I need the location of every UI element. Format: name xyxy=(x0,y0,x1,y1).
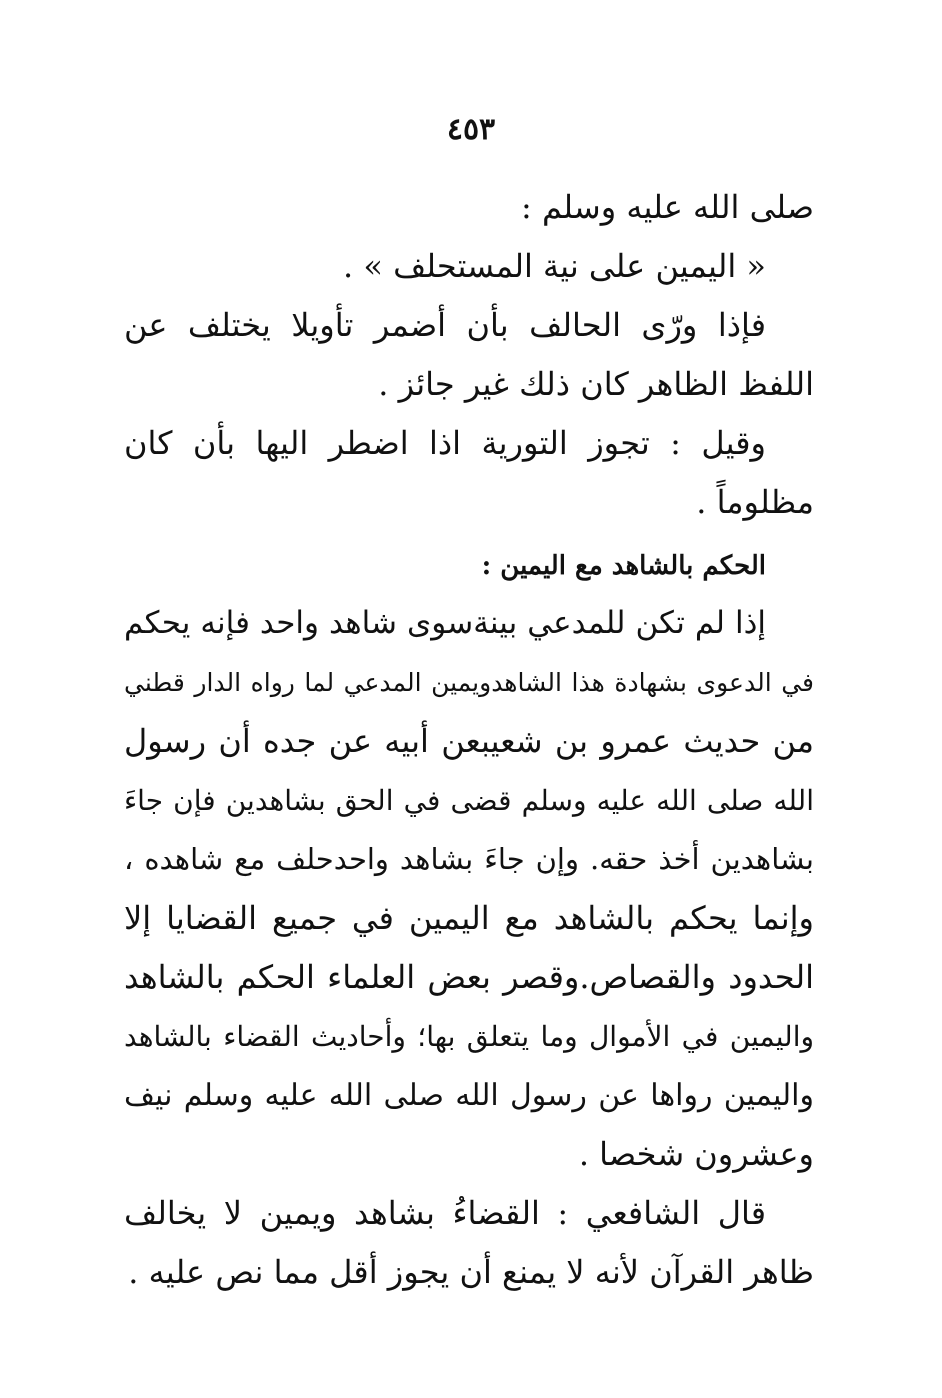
text-line: الحدود والقصاص.وقصر بعض العلماء الحكم بالشاهد xyxy=(124,958,814,996)
text-line: الله صلى الله عليه وسلم قضى في الحق بشاهدين فإن جاءَ xyxy=(124,784,814,817)
page-body-text xyxy=(124,178,814,1302)
text-line: إذا لم تكن للمدعي بينةسوى شاهد واحد فإنه يحكم xyxy=(124,605,766,641)
text-line: وعشرون شخصا . xyxy=(578,1135,814,1173)
text-line: وإنما يحكم بالشاهد مع اليمين في جميع القضايا إلا xyxy=(124,899,814,937)
text-line: مظلوماً . xyxy=(696,483,814,521)
text-line: ظاهر القرآن لأنه لا يمنع أن يجوز أقل مما نص عليه . xyxy=(128,1253,814,1291)
section-heading: الحكم بالشاهد مع اليمين : xyxy=(481,551,766,581)
text-line: قال الشافعي : القضاءُ بشاهد ويمين لا يخالف xyxy=(124,1194,766,1232)
text-line: من حديث عمرو بن شعيبعن أبيه عن جده أن رسول xyxy=(124,722,815,760)
text-line: واليمين رواها عن رسول الله صلى الله عليه وسلم نيف xyxy=(124,1078,814,1113)
text-line: اللفظ الظاهر كان ذلك غير جائز . xyxy=(378,365,814,403)
text-line: فإذا ورّى الحالف بأن أضمر تأويلا يختلف عن xyxy=(124,306,766,344)
text-line: واليمين في الأموال وما يتعلق بها؛ وأحاديث القضاء بالشاهد xyxy=(124,1020,814,1053)
text-line: « اليمين على نية المستحلف » . xyxy=(343,247,766,285)
text-line: صلى الله عليه وسلم : xyxy=(521,188,814,226)
text-line: وقيل : تجوز التورية اذا اضطر اليها بأن كان xyxy=(124,424,766,462)
text-line: في الدعوى بشهادة هذا الشاهدويمين المدعي لما رواه الدار قطني xyxy=(124,668,814,697)
page-number: ٤٥٣ xyxy=(446,112,496,147)
text-line: بشاهدين أخذ حقه. وإن جاءَ بشاهد واحدحلف مع شاهده ، xyxy=(124,842,814,876)
